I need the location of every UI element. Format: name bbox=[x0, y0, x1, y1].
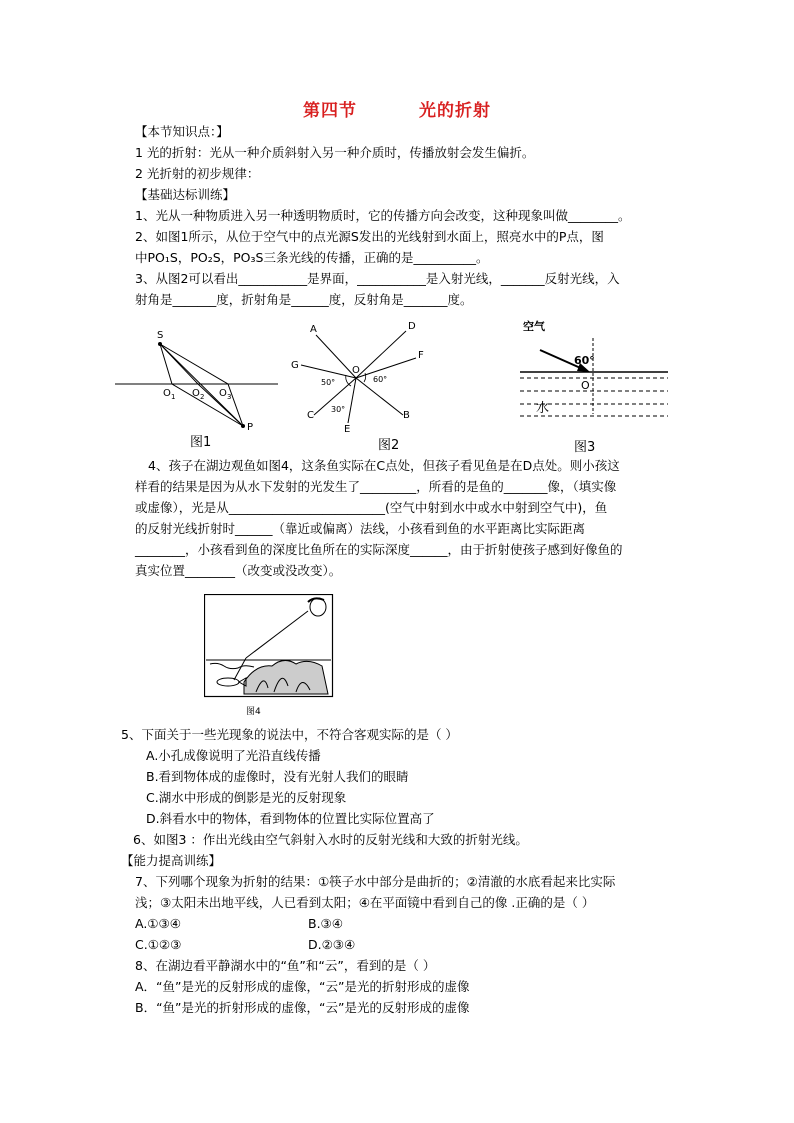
figure-1 bbox=[110, 326, 280, 436]
q5-option-c: C.湖水中形成的倒影是光的反射现象 bbox=[146, 790, 347, 805]
fig3-label-air: 空气 bbox=[523, 320, 545, 333]
fig2-angle-60: 60° bbox=[373, 375, 388, 384]
fig3-angle-60: 60° bbox=[574, 354, 595, 367]
q5-option-b: B.看到物体成的虚像时，没有光射人我们的眼睛 bbox=[146, 769, 409, 784]
question-4-line-2: 样看的结果是因为从水下发射的光发生了_________，所看的是鱼的_______像，（填实像 bbox=[135, 479, 617, 494]
knowledge-point-2: 2 光折射的初步规律： bbox=[135, 166, 260, 181]
figure-2-caption: 图2 bbox=[378, 438, 400, 453]
fig1-label-o2: O bbox=[192, 388, 200, 399]
fig3-label-water: 水 bbox=[536, 401, 550, 416]
fig1-label-o3: O bbox=[219, 388, 227, 399]
question-6: 6、如图3 ：作出光线由空气斜射入水时的反射光线和大致的折射光线。 bbox=[133, 832, 528, 847]
figure-3-caption: 图3 bbox=[574, 440, 596, 455]
question-2-line-1: 2、如图1所示，从位于空气中的点光源S发出的光线射到水面上，照亮水中的P点，图 bbox=[135, 229, 604, 244]
fig1-label-p: P bbox=[247, 422, 254, 433]
knowledge-heading: 【本节知识点：】 bbox=[135, 124, 229, 139]
question-4-line-6: 真实位置________（改变或没改变）。 bbox=[135, 563, 342, 578]
q7-option-d: D.②③④ bbox=[308, 937, 356, 952]
figure-3 bbox=[518, 314, 670, 438]
fig2-label-c: C bbox=[307, 410, 314, 421]
fig1-label-o1-sub: 1 bbox=[171, 393, 176, 401]
q8-option-a: A．“鱼”是光的反射形成的虚像，“云”是光的折射形成的虚像 bbox=[135, 979, 470, 994]
question-4-line-1: 4、孩子在湖边观鱼如图4，这条鱼实际在C点处，但孩子看见鱼是在D点处。则小孩这 bbox=[148, 458, 620, 473]
fig2-label-d: D bbox=[408, 321, 416, 332]
fig2-label-g: G bbox=[291, 360, 299, 371]
question-2-line-2: 中PO₁S，PO₂S，PO₃S三条光线的传播，正确的是__________。 bbox=[135, 250, 489, 265]
figure-4-caption: 图4 bbox=[246, 707, 261, 717]
question-1: 1、光从一种物质进入另一种透明物质时，它的传播方向会改变，这种现象叫做________。 bbox=[135, 208, 631, 223]
fig2-label-e: E bbox=[344, 424, 351, 435]
figure-1-caption: 图1 bbox=[190, 435, 212, 450]
fig3-label-o: O bbox=[581, 379, 590, 392]
q5-option-a: A.小孔成像说明了光沿直线传播 bbox=[146, 748, 321, 763]
knowledge-point-1: 1 光的折射：光从一种介质斜射入另一种介质时，传播放射会发生偏折。 bbox=[135, 145, 535, 160]
question-3-line-2: 射角是_______度，折射角是______度，反射角是_______度。 bbox=[135, 292, 473, 307]
fig2-label-f: F bbox=[418, 350, 424, 361]
section-topic: 光的折射 bbox=[419, 101, 491, 121]
figure-4 bbox=[204, 594, 334, 698]
fig1-label-o3-sub: 3 bbox=[227, 393, 232, 401]
q5-option-d: D.斜看水中的物体，看到物体的位置比实际位置高了 bbox=[146, 811, 435, 826]
question-8: 8、在湖边看平静湖水中的“鱼”和“云”，看到的是（ ） bbox=[135, 958, 436, 973]
ability-training-heading: 【能力提高训练】 bbox=[121, 853, 222, 868]
question-3-line-1: 3、从图2可以看出___________是界面，___________是入射光线，_______反射光线，入 bbox=[135, 271, 620, 286]
q7-option-b: B.③④ bbox=[308, 916, 343, 931]
question-4-line-5: ________，小孩看到鱼的深度比鱼所在的实际深度______，由于折射使孩子感到好像鱼的 bbox=[135, 542, 623, 557]
fig2-label-b: B bbox=[403, 410, 410, 421]
fig1-label-o1: O bbox=[163, 388, 171, 399]
section-number: 第四节 bbox=[303, 101, 357, 121]
fig2-angle-50: 50° bbox=[321, 378, 336, 387]
fig2-angle-30: 30° bbox=[331, 405, 346, 414]
fig1-label-s: S bbox=[157, 330, 164, 341]
fig2-label-a: A bbox=[310, 324, 317, 335]
question-4-line-3: 或虚像），光是从_________________________(空气中射到水中或水中射到空气中)，鱼 bbox=[135, 500, 608, 515]
page-title bbox=[0, 96, 794, 121]
question-5: 5、下面关于一些光现象的说法中，不符合客观实际的是（ ） bbox=[121, 727, 458, 742]
fig1-label-o2-sub: 2 bbox=[200, 393, 205, 401]
question-4-line-4: 的反射光线折射时______（靠近或偏离）法线，小孩看到鱼的水平距离比实际距离 bbox=[135, 521, 586, 536]
basic-training-heading: 【基础达标训练】 bbox=[135, 187, 236, 202]
figure-2 bbox=[283, 318, 433, 438]
q7-option-c: C.①②③ bbox=[135, 937, 182, 952]
fig2-label-o: O bbox=[352, 365, 360, 376]
question-7-line-1: 7、下列哪个现象为折射的结果：①筷子水中部分是曲折的；②清澈的水底看起来比实际 bbox=[135, 874, 616, 889]
q8-option-b: B．“鱼”是光的折射形成的虚像，“云”是光的反射形成的虚像 bbox=[135, 1000, 470, 1015]
question-7-line-2: 浅；③太阳未出地平线，人已看到太阳；④在平面镜中看到自己的像 .正确的是（ ） bbox=[135, 895, 595, 910]
q7-option-a: A.①③④ bbox=[135, 916, 181, 931]
